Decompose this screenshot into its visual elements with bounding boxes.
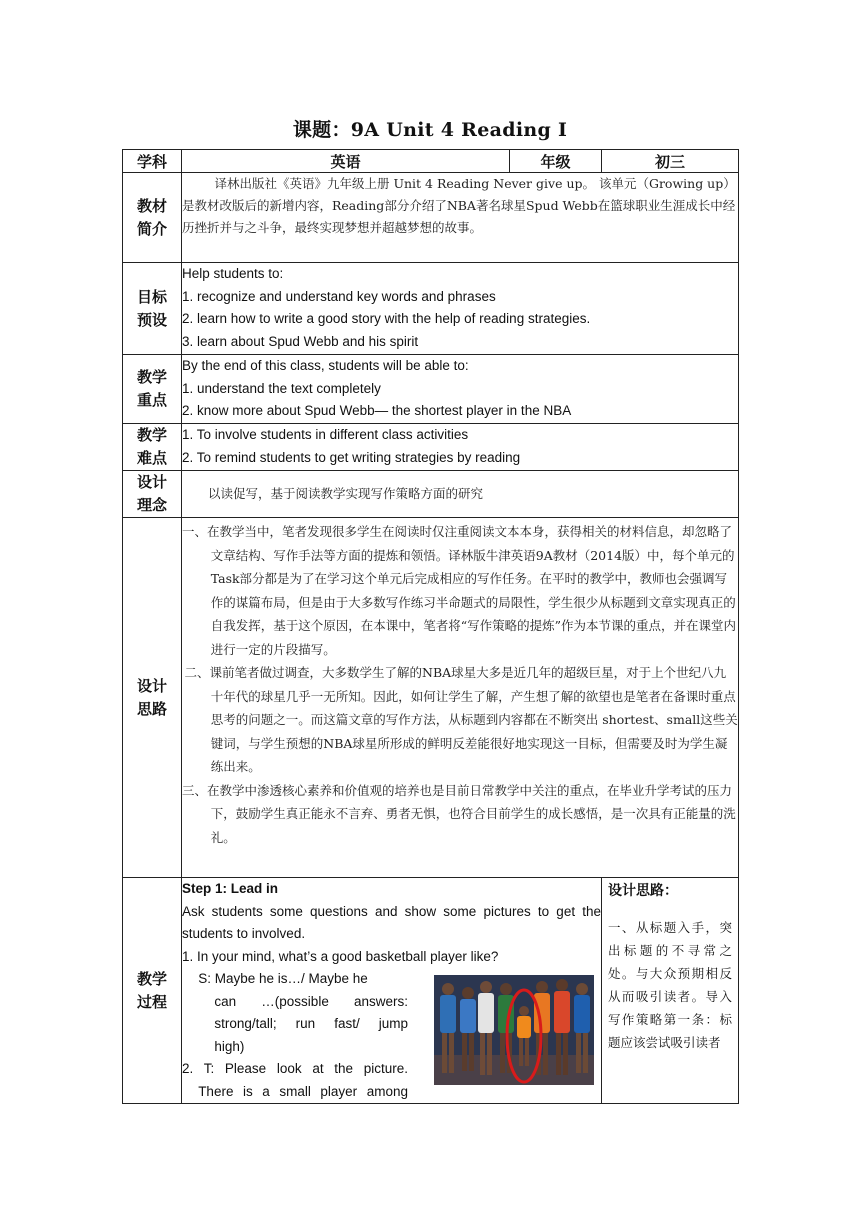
thinking-label: 设计 思路: [123, 518, 182, 878]
concept-text: 以读促写，基于阅读教学实现写作策略方面的研究: [208, 486, 484, 501]
difficulties-cell: [182, 424, 739, 471]
answer-line: S: Maybe he is…/ Maybe he: [198, 971, 368, 986]
question-1: 1. In your mind, what’s a good basketball player like?: [182, 948, 499, 964]
key-points-line: By the end of this class, students will be able to:: [182, 358, 469, 373]
key-points-line: 1. understand the text completely: [182, 380, 381, 396]
thinking-cell: [182, 518, 739, 878]
thinking-paragraph-1: 一、在教学当中，笔者发现很多学生在阅读时仅注重阅读文本本身，获得相关的材料信息，却忽略了文章结构、写作手法等方面的提炼和领悟。译林版牛津英语9A教材（2014版）中，每个单元的Task部分都是为了在学习这个单元后完成相应的写作任务。在平时的教学中，教师也会强调写作的谋篇布局，但是由于大多数写作练习半命题式的局限性，学生很少从标题到文章实现真正的自我发挥，基于这个原因，在本课中，笔者将“写作策略的提炼”作为本节课的重点，并在课堂内进行一定的片段描写。: [182, 524, 737, 657]
question-2: 2. T: Please look at the picture.: [182, 1061, 408, 1076]
question-2-cont: There is a small player among: [198, 1083, 408, 1099]
material-cell: [182, 173, 739, 263]
key-points-line: 2. know more about Spud Webb— the shortest player in the NBA: [182, 403, 572, 418]
answer-line: can …(possible answers:: [214, 993, 408, 1009]
material-label: 教材 简介: [123, 173, 182, 263]
basketball-players-photo: [434, 975, 594, 1085]
grade-value: 初三: [602, 150, 739, 173]
step-title: Step 1: Lead in: [182, 881, 279, 896]
grade-label: 年级: [510, 150, 602, 173]
process-label: 教学 过程: [123, 878, 182, 1104]
goals-line: 1. recognize and understand key words and phrases: [182, 288, 496, 304]
goals-line: 3. learn about Spud Webb and his spirit: [182, 333, 419, 349]
goals-line: Help students to:: [182, 266, 284, 281]
players-illustration: [434, 975, 594, 1085]
concept-label: 设计 理念: [123, 471, 182, 518]
answer-line: strong/tall; run fast/ jump: [214, 1016, 408, 1031]
difficulties-line: 1. To involve students in different class activities: [182, 427, 469, 442]
goals-line: 2. learn how to write a good story with the help of reading strategies.: [182, 311, 591, 326]
thinking-row: [123, 518, 739, 878]
goals-row: [123, 263, 739, 355]
key-points-cell: [182, 355, 739, 424]
header-row: [123, 150, 739, 173]
goals-label: 目标 预设: [123, 263, 182, 355]
step-intro: Ask students some questions and show some pictures to get the students to involved.: [182, 903, 601, 941]
difficulties-row: [123, 424, 739, 471]
difficulties-line: 2. To remind students to get writing strategies by reading: [182, 449, 521, 465]
side-note-title: 设计思路：: [608, 883, 678, 899]
side-note-text: 一、从标题入手，突出标题的不寻常之处。与大众预期相反从而吸引读者。导入写作策略第一条：标题应该尝试吸引读者: [608, 920, 732, 1050]
goals-cell: [182, 263, 739, 355]
process-side-cell: [602, 878, 739, 1104]
answer-line: high): [214, 1038, 245, 1054]
thinking-paragraph-3: 三、在教学中渗透核心素养和价值观的培养也是目前日常教学中关注的重点，在毕业升学考试的压力下，鼓励学生真正能永不言弃、勇者无惧，也符合目前学生的成长感悟，是一次具有正能量的洗礼。: [182, 782, 736, 845]
concept-cell: [182, 471, 739, 518]
concept-row: [123, 471, 739, 518]
material-text: 译林出版社《英语》九年级上册 Unit 4 Reading Never give up。 该单元（Growing up）是教材改版后的新增内容，Reading部分介绍了NBA著名球星Spud Webb在篮球职业生涯成长中经历挫折并与之斗争，最终实现梦想并超越梦想的故事。: [182, 176, 736, 235]
difficulties-label: 教学 难点: [123, 424, 182, 471]
page-title: 课题：9A Unit 4 Reading I: [292, 119, 568, 141]
subject-value: 英语: [182, 150, 510, 173]
process-row: [123, 878, 739, 1104]
thinking-paragraph-2: 二、课前笔者做过调查，大多数学生了解的NBA球星大多是近几年的超级巨星，对于上个世纪八九十年代的球星几乎一无所知。因此，如何让学生了解，产生想了解的欲望也是笔者在备课时重点思考的问题之一。而这篇文章的写作方法，从标题到内容都在不断突出 shortest、small这些关键词，与学生预想的NBA球星所形成的鲜明反差能很好地实现这一目标，但需要及时为学生凝练出来。: [184, 665, 738, 774]
material-row: [123, 173, 739, 263]
key-points-label: 教学 重点: [123, 355, 182, 424]
lesson-plan-table: [122, 149, 739, 1104]
key-points-row: [123, 355, 739, 424]
subject-label: 学科: [123, 150, 182, 173]
